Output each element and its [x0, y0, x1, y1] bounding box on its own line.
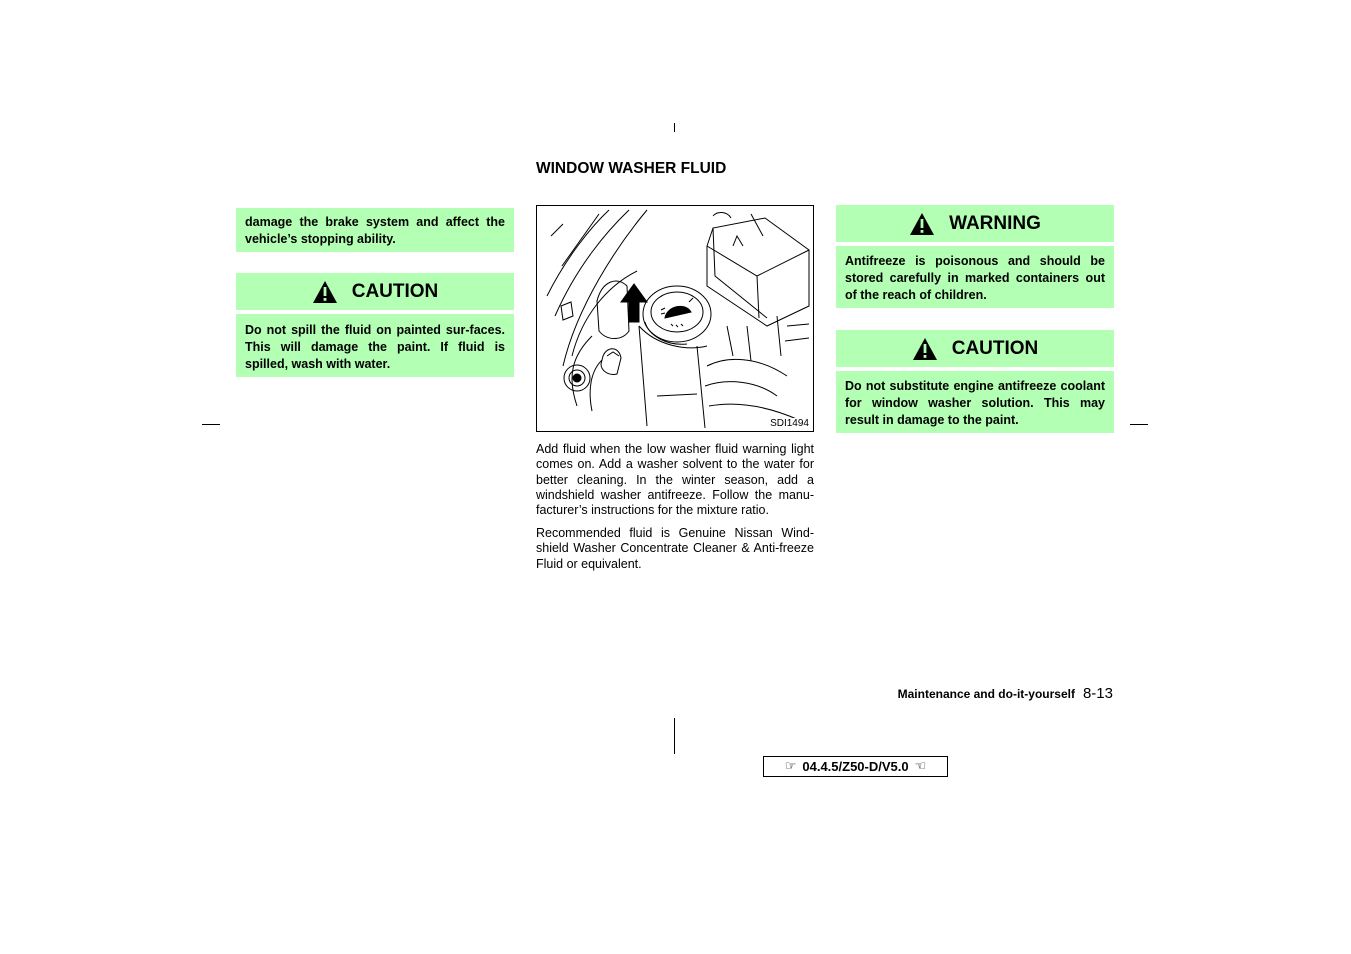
caution-body-right-text: Do not substitute engine antifreeze coolant for window washer solution. This may result in damage to the paint. — [845, 379, 1105, 427]
crop-mark-right — [1130, 424, 1148, 425]
warning-header — [836, 205, 1114, 242]
section-title: WINDOW WASHER FLUID — [536, 160, 727, 177]
chapter-title: Maintenance and do-it-yourself — [897, 687, 1075, 701]
caution-header-right-label: CAUTION — [951, 337, 1039, 359]
caution-header-left-label: CAUTION — [351, 280, 439, 302]
crop-mark-top — [674, 123, 675, 132]
caution-header-left — [236, 273, 514, 310]
warning-triangle-icon — [312, 280, 338, 304]
instruction-paragraph-1: Add fluid when the low washer fluid warning light comes on. Add a washer solvent to the water for better cleaning. In the winter season, add a windshield washer antifreeze. Follow the manu-facturer’s instructions for the mixture ratio. — [536, 442, 814, 518]
warning-triangle-icon — [912, 337, 938, 361]
warning-body — [836, 246, 1114, 308]
instruction-paragraph-2: Recommended fluid is Genuine Nissan Wind-shield Washer Concentrate Cleaner & Anti-freeze Fluid or equivalent. — [536, 526, 814, 571]
pointing-hand-left-icon: ☜ — [914, 759, 927, 774]
page-footer — [898, 685, 1113, 702]
version-code-box — [763, 756, 948, 777]
warning-triangle-icon — [909, 212, 935, 236]
washer-reservoir-figure — [536, 205, 814, 432]
pointing-hand-right-icon: ☞ — [784, 759, 797, 774]
caution-body-right — [836, 371, 1114, 433]
warning-body-text: Antifreeze is poisonous and should be stored carefully in marked containers out of the reach of children. — [845, 254, 1105, 302]
caution-header-right — [836, 330, 1114, 367]
continued-warning-text — [236, 208, 514, 252]
page-number: 8-13 — [1082, 685, 1113, 702]
version-code: 04.4.5/Z50-D/V5.0 — [802, 759, 909, 774]
crop-mark-left — [202, 424, 220, 425]
continued-warning-text-content: damage the brake system and affect the vehicle’s stopping ability. — [245, 215, 505, 246]
warning-header-label: WARNING — [949, 212, 1041, 234]
washer-reservoir-illustration — [537, 206, 813, 431]
caution-body-left — [236, 314, 514, 377]
figure-code: SDI1494 — [770, 418, 809, 429]
crop-mark-bottom — [674, 718, 675, 754]
caution-body-left-text: Do not spill the fluid on painted sur-faces. This will damage the paint. If fluid is spilled, wash with water. — [245, 323, 505, 371]
